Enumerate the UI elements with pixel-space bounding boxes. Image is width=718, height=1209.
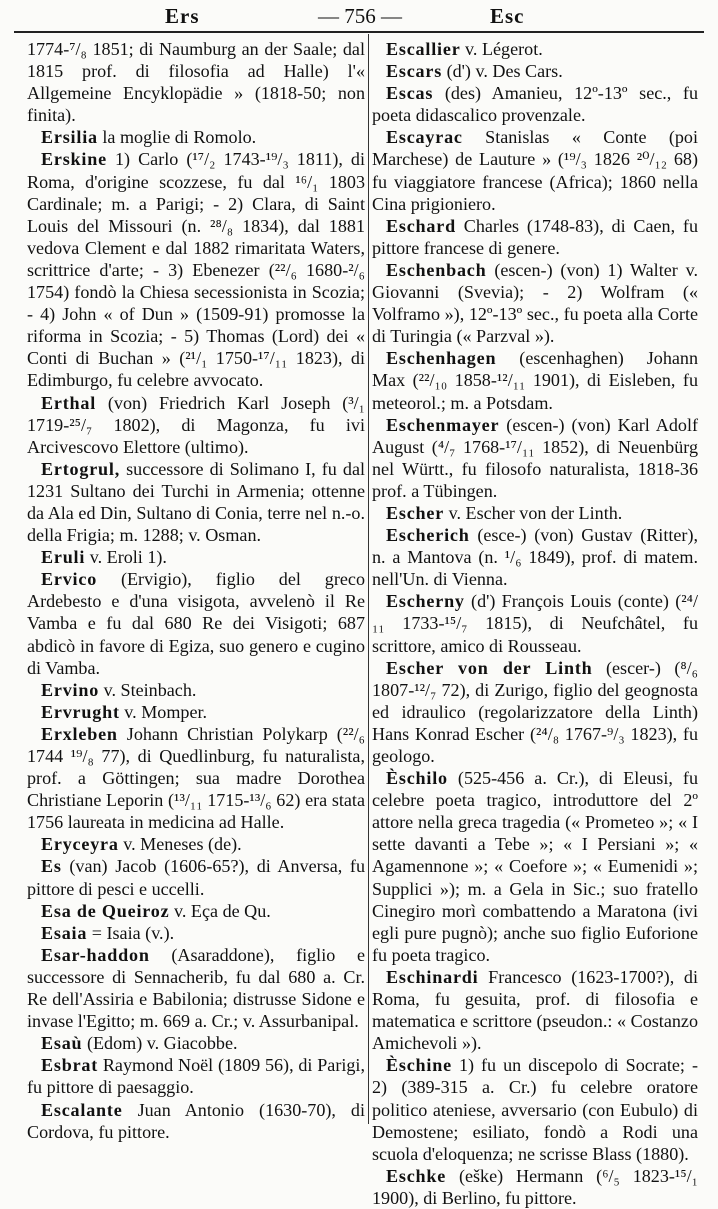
entry-text: (525-456 a. Cr.), di Eleusi, fu celebre poeta tragico, introduttore del 2º attore nella greca tragedia (« Prometeo »; « I sette davanti a Tebe »; « I Persiani »; « Agamennone »; « Coefore »; « Eumenidi »; Supplici »); m. a Gela in Sic.; suo fratello Cinegiro morì combattendo a Maratona (ivi egli pure pugnò); anche suo figlio Euforione fu poeta tragico. bbox=[372, 768, 698, 965]
dictionary-entry bbox=[372, 657, 698, 767]
dictionary-entry bbox=[27, 148, 365, 391]
entry-headword: Eschenhagen bbox=[386, 348, 497, 369]
header-rule bbox=[14, 31, 704, 33]
entry-text: v. Steinbach. bbox=[99, 679, 197, 700]
dictionary-entry bbox=[27, 679, 365, 701]
entry-headword: Eschard bbox=[386, 215, 456, 236]
dictionary-entry bbox=[372, 966, 698, 1054]
entry-headword: Escalante bbox=[41, 1099, 123, 1120]
entry-headword: Escallier bbox=[386, 39, 461, 59]
entry-text: (escen-) (von) 1) Walter v. Giovanni (Svevia); - 2) Wolfram (« Volframo »), 12º-13º sec., fu poeta alla Corte di Turingia (« Parzval »). bbox=[372, 259, 698, 347]
entry-text: la moglie di Romolo. bbox=[97, 127, 257, 148]
dictionary-entry bbox=[27, 392, 365, 458]
entry-text: = Isaia (v.). bbox=[87, 922, 175, 943]
dictionary-entry bbox=[27, 568, 365, 678]
dictionary-entry bbox=[27, 1032, 365, 1054]
entry-text: (esce-) (von) Gustav (Ritter), n. a Mantova (n. ¹/₆ 1849), prof. di matem. nell'Un. di Vienna. bbox=[372, 525, 698, 590]
entry-text: v. Eroli 1). bbox=[85, 547, 167, 568]
entry-headword: Esaù bbox=[41, 1033, 83, 1054]
entry-headword: Èschine bbox=[386, 1055, 452, 1076]
entry-headword: Escars bbox=[386, 61, 443, 82]
dictionary-entry bbox=[27, 944, 365, 1032]
entry-text: Juan Antonio (1630-70), di Cordova, fu pittore. bbox=[27, 1099, 365, 1142]
dictionary-entry bbox=[372, 1165, 698, 1209]
dictionary-entry bbox=[372, 1054, 698, 1164]
entry-headword: Escherich bbox=[386, 525, 470, 546]
dictionary-entry bbox=[372, 414, 698, 502]
entry-headword: Escherny bbox=[386, 591, 465, 612]
entry-headword: Ersilia bbox=[41, 127, 98, 148]
entry-text: v. Meneses (de). bbox=[118, 834, 242, 855]
entry-text: (escen-) (von) Karl Adolf August (⁴/₇ 1768-¹⁷/₁₁ 1852), di Neuenbürg nel Württ., fu filosofo naturalista, 1818-36 prof. a Tübingen. bbox=[372, 414, 698, 501]
dictionary-entry bbox=[27, 126, 365, 148]
entry-headword: Ervino bbox=[41, 679, 100, 700]
entry-headword: Esar-haddon bbox=[41, 944, 150, 965]
entry-text: v. Légerot. bbox=[460, 39, 543, 59]
entry-text: Charles (1748-83), di Caen, fu pittore francese di genere. bbox=[372, 215, 698, 258]
entry-headword: Èschilo bbox=[386, 768, 448, 789]
header-right-guide-word: Esc bbox=[490, 4, 525, 28]
entry-text: (von) Friedrich Karl Joseph (³/₁ 1719-²⁵/₇ 1802), di Magonza, fu ivi Arcivescovo Elettore (ultimo). bbox=[27, 392, 365, 457]
entry-headword: Erxleben bbox=[41, 723, 118, 744]
dictionary-entry bbox=[27, 701, 365, 723]
entry-text: (des) Amanieu, 12º-13º sec., fu poeta didascalico provenzale. bbox=[372, 83, 698, 126]
dictionary-entry bbox=[372, 126, 698, 214]
entry-text: 1774-⁷/₈ 1851; di Naumburg an der Saale; dal 1815 prof. di filosofia ad Halle) l'« Allgemeine Encyklopädie » (1818-50; non finita). bbox=[27, 39, 365, 126]
dictionary-entry bbox=[372, 60, 698, 82]
dictionary-entry bbox=[27, 458, 365, 546]
entry-headword: Erthal bbox=[41, 392, 97, 413]
entry-text: (Ervigio), figlio del greco Ardebesto e d'una visigota, avvelenò il Re Vamba e fu dal 680 Re dei Visigoti; 687 abdicò in favore di Egiza, suo genero e cugino di Vamba. bbox=[27, 569, 365, 678]
entry-headword: Eschenmayer bbox=[386, 414, 500, 435]
entry-headword: Es bbox=[41, 856, 62, 877]
entry-text: Francesco (1623-1700?), di Roma, fu gesuita, prof. di filosofia e matematica e scrittore (pseudon.: « Costanzo Amichevoli »). bbox=[372, 966, 698, 1054]
dictionary-entry bbox=[372, 347, 698, 413]
dictionary-entry bbox=[27, 922, 365, 944]
dictionary-entry bbox=[372, 767, 698, 966]
dictionary-entry bbox=[372, 502, 698, 524]
entry-text: Johann Christian Polykarp (²²/₆ 1744 ¹⁹/₈ 77), di Quedlinburg, fu naturalista, prof. a Göttingen; sua madre Dorothea Christiane Leporin (¹³/₁₁ 1715-¹³/₆ 62) era stata 1756 laureata in medicina ad Halle. bbox=[27, 723, 365, 833]
entry-headword: Esa de Queiroz bbox=[41, 900, 170, 921]
entry-headword: Ertogrul, bbox=[41, 458, 121, 479]
entry-headword: Esaia bbox=[41, 922, 88, 943]
entry-headword: Eryceyra bbox=[41, 834, 119, 855]
entry-headword: Ervico bbox=[41, 569, 98, 590]
entry-headword: Escayrac bbox=[386, 127, 463, 148]
entry-text: v. Escher von der Linth. bbox=[444, 502, 623, 523]
header-left-guide-word: Ers bbox=[165, 4, 200, 28]
dictionary-entry bbox=[27, 855, 365, 899]
entry-headword: Escas bbox=[386, 83, 434, 104]
right-column bbox=[372, 38, 698, 1209]
entry-headword: Eruli bbox=[41, 547, 86, 568]
entry-headword: Eschke bbox=[386, 1165, 447, 1186]
dictionary-entry bbox=[27, 900, 365, 922]
dictionary-entry bbox=[372, 590, 698, 656]
entry-text: (escenhaghen) Johann Max (²²/₁₀ 1858-¹²/₁₁ 1901), di Eisleben, fu meteorol.; m. a Potsdam. bbox=[372, 348, 698, 413]
entry-headword: Escher von der Linth bbox=[386, 657, 593, 678]
entry-text: 1) fu un discepolo di Socrate; - 2) (389-315 a. Cr.) fu celebre oratore politico ateniese, avversario (con Eubulo) di Demostene; esiliato, fondò a Rodi una scuola d'eloquenza; ne scrisse Blass (1880). bbox=[372, 1055, 698, 1164]
entry-headword: Erskine bbox=[41, 149, 107, 170]
entry-text: v. Eça de Qu. bbox=[169, 900, 271, 921]
dictionary-entry bbox=[27, 546, 365, 568]
dictionary-entry bbox=[27, 1054, 365, 1098]
column-divider bbox=[368, 34, 369, 1124]
entry-text: (eške) Hermann (⁶/₅ 1823-¹⁵/₁ 1900), di Berlino, fu pittore. bbox=[372, 1165, 698, 1208]
page-number: — 756 — bbox=[318, 4, 402, 28]
entry-headword: Eschinardi bbox=[386, 966, 479, 987]
dictionary-entry bbox=[372, 215, 698, 259]
dictionary-entry bbox=[372, 38, 698, 60]
entry-text: (Asaraddone), figlio e successore di Sennacherib, fu dal 680 a. Cr. Re dell'Assiria e Babilonia; distrusse Sidone e invase l'Egitto; m. 669 a. Cr.; v. Assurbanipal. bbox=[27, 944, 365, 1032]
dictionary-entry bbox=[27, 833, 365, 855]
entry-headword: Ervrught bbox=[41, 701, 120, 722]
dictionary-entry bbox=[372, 259, 698, 347]
entry-headword: Escher bbox=[386, 502, 445, 523]
entry-text: Raymond Noël (1809 56), di Parigi, fu pittore di paesaggio. bbox=[27, 1055, 365, 1098]
entry-text: Stanislas « Conte (poi Marchese) de Lauture » (¹⁹/₃ 1826 ²⁰/₁₂ 68) fu viaggiatore francese (Africa); 1860 nella Cina prigioniero. bbox=[372, 127, 698, 214]
entry-text: (escer-) (⁸/₆ 1807-¹²/₇ 72), di Zurigo, figlio del geognosta ed idraulico (regolarizzatore della Linth) Hans Konrad Escher (²⁴/₈ 1767-⁹/₃ 1823), fu geologo. bbox=[372, 657, 698, 766]
dictionary-entry bbox=[27, 723, 365, 833]
entry-text: (Edom) v. Giacobbe. bbox=[82, 1033, 238, 1054]
entry-text: (d') François Louis (conte) (²⁴/₁₁ 1733-¹⁵/₇ 1815), di Neufchâtel, fu scrittore, amico di Rousseau. bbox=[372, 591, 698, 656]
entry-text: 1) Carlo (¹⁷/₂ 1743-¹⁹/₃ 1811), di Roma, d'origine scozzese, fu dal ¹⁶/₁ 1803 Cardinale; m. a Parigi; - 2) Clara, di Saint Louis del Missouri (n. ²⁸/₈ 1834), dal 1881 vedova Clement e dal 1882 rimaritata Waters, scrittrice d'arte; - 3) Ebenezer (²²/₆ 1680-²/₆ 1754) fondò la Chiesa secessionista in Scozia; - 4) John « of Dun » (1509-91) promosse la riforma in Scozia; - 5) Thomas (Lord) dei « Conti di Buchan » (²¹/₁ 1750-¹⁷/₁₁ 1823), di Edimburgo, fu celebre avvocato. bbox=[27, 149, 365, 391]
entry-text: (d') v. Des Cars. bbox=[442, 61, 563, 82]
dictionary-entry bbox=[27, 38, 365, 126]
entry-text: (van) Jacob (1606-65?), di Anversa, fu pittore di pesci e uccelli. bbox=[27, 856, 365, 899]
dictionary-entry bbox=[372, 82, 698, 126]
entry-headword: Eschenbach bbox=[386, 259, 487, 280]
page-header bbox=[0, 0, 718, 34]
entry-text: v. Momper. bbox=[119, 701, 208, 722]
entry-text: successore di Solimano I, fu dal 1231 Sultano dei Turchi in Armenia; ottenne da Ala ed Din, Sultano di Conia, terre nel n.-o. della Frigia; m. 1288; v. Osman. bbox=[27, 458, 365, 546]
entry-headword: Esbrat bbox=[41, 1055, 99, 1076]
left-column bbox=[27, 38, 365, 1143]
dictionary-entry bbox=[372, 524, 698, 590]
dictionary-entry bbox=[27, 1099, 365, 1143]
